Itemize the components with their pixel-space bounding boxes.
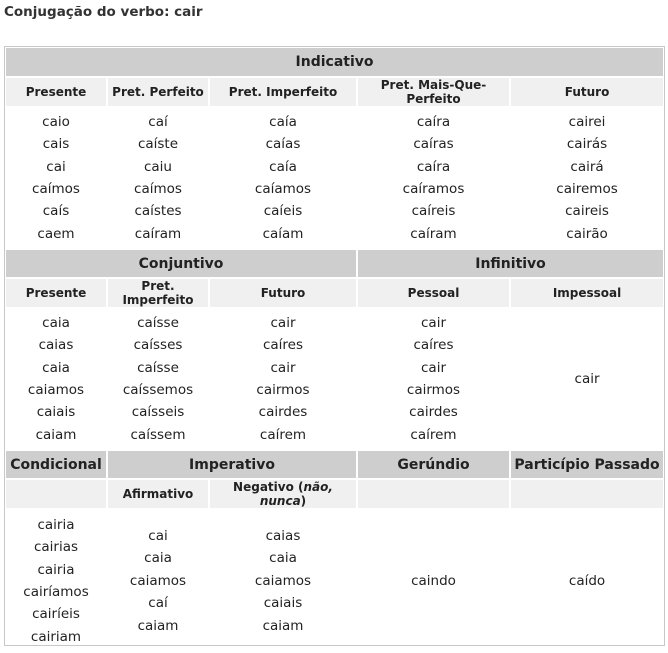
conjugated-form: caías: [265, 136, 301, 153]
header-participio-empty: [510, 479, 664, 509]
form-gerundio: caindo: [411, 572, 456, 589]
conjugated-form: caiam: [137, 617, 179, 634]
forms-indicativo-pret-perfeito: [107, 107, 209, 249]
conjugated-form: caímos: [32, 181, 80, 197]
conjugated-form: caia: [42, 314, 70, 331]
conjugated-form: cair: [421, 314, 446, 331]
conjugated-form: caíramos: [402, 181, 465, 197]
forms-infinitivo-pessoal: [357, 308, 510, 450]
conjugated-form: cairmos: [256, 382, 310, 398]
conjugated-form: caís: [42, 203, 70, 220]
forms-indicativo-mais-que-perfeito: [357, 107, 510, 249]
conjugated-form: cairiam: [30, 628, 82, 645]
conjugated-form: caíram: [134, 225, 182, 242]
conjugated-form: cairá: [570, 158, 604, 175]
forms-conjuntivo-presente: [5, 308, 107, 450]
header-indicativo-presente: Presente: [5, 77, 107, 107]
section-conjuntivo: Conjuntivo: [5, 249, 357, 278]
negativo-label-italic: não, nunca: [259, 480, 333, 508]
conjugated-form: caiamos: [129, 572, 187, 589]
forms-condicional: [5, 509, 107, 653]
conjugated-form: caísseis: [131, 404, 185, 421]
conjugated-form: cairias: [33, 539, 79, 556]
conjugated-form: cairão: [566, 225, 608, 242]
conjugated-form: caíam: [262, 225, 304, 242]
header-infinitivo-pessoal: Pessoal: [357, 278, 510, 308]
conjugated-form: caírem: [259, 426, 307, 443]
header-conjuntivo-presente: Presente: [5, 278, 107, 308]
conjugated-form: caio: [42, 113, 70, 130]
conjugated-form: caíram: [410, 225, 457, 242]
header-indicativo-pret-perfeito: Pret. Perfeito: [107, 77, 209, 107]
forms-imperativo-afirmativo: [107, 509, 209, 653]
conjugated-form: cairás: [566, 136, 608, 153]
header-indicativo-futuro: Futuro: [510, 77, 664, 107]
header-indicativo-pret-imperfeito: Pret. Imperfeito: [209, 77, 357, 107]
conjugated-form: caia: [42, 359, 70, 376]
conjugated-form: caia: [269, 550, 297, 567]
conjugated-form: caíra: [416, 158, 451, 175]
negativo-label-suffix: ): [300, 494, 307, 508]
conjugated-form: caias: [38, 337, 74, 354]
conjugated-form: caiamos: [254, 572, 312, 589]
conjugated-form: caí: [148, 113, 168, 130]
forms-indicativo-pret-imperfeito: [209, 107, 357, 249]
header-imperativo-afirmativo: Afirmativo: [107, 479, 209, 509]
conjugated-form: cairdes: [258, 404, 308, 421]
conjugated-form: caíssemos: [122, 382, 194, 398]
forms-indicativo-presente: [5, 107, 107, 249]
section-participio: Particípio Passado: [510, 450, 664, 479]
header-imperativo-negativo: [209, 479, 357, 509]
forms-conjuntivo-futuro: [209, 308, 357, 450]
conjugated-form: caíras: [413, 136, 454, 153]
conjugated-form: caíres: [262, 337, 304, 354]
conjugated-form: caiam: [262, 617, 304, 634]
header-gerundio-empty: [357, 479, 510, 509]
page-title: Conjugação do verbo: cair: [4, 4, 203, 20]
conjugated-form: caíssem: [130, 426, 186, 443]
conjugated-form: caíeis: [263, 203, 303, 220]
conjugated-form: caísses: [133, 337, 183, 354]
conjugated-form: caiais: [263, 595, 303, 612]
conjugated-form: caireis: [565, 203, 609, 220]
conjugated-form: caiam: [35, 426, 77, 443]
conjugated-form: cais: [42, 136, 70, 153]
conjugated-form: caíamos: [254, 181, 312, 197]
negativo-label-prefix: Negativo (: [233, 480, 304, 494]
conjugated-form: caíste: [137, 136, 179, 153]
conjugated-form: caía: [269, 158, 297, 175]
conjugated-form: cairíamos: [23, 584, 89, 600]
forms-conjuntivo-pret-imperfeito: [107, 308, 209, 450]
conjugated-form: cairia: [37, 561, 75, 578]
conjugated-form: caia: [144, 550, 172, 567]
section-infinitivo: Infinitivo: [357, 249, 664, 278]
section-condicional: Condicional: [5, 450, 107, 479]
conjugated-form: caíreis: [411, 203, 456, 220]
forms-infinitivo-impessoal: [510, 308, 664, 450]
header-condicional-empty: [5, 479, 107, 509]
section-imperativo: Imperativo: [107, 450, 357, 479]
conjugated-form: cairíeis: [32, 606, 80, 623]
conjugated-form: cairia: [37, 516, 75, 533]
header-conjuntivo-pret-imperfeito: Pret. Imperfeito: [107, 278, 209, 308]
conjugated-form: cai: [46, 158, 66, 175]
conjugated-form: caem: [37, 225, 75, 242]
conjugated-form: caíra: [416, 113, 451, 130]
conjugated-form: cairei: [568, 113, 606, 130]
conjugated-form: caiais: [36, 404, 76, 421]
conjugated-form: caímos: [134, 181, 182, 197]
header-indicativo-mais-que-perfeito: Pret. Mais-Que-Perfeito: [357, 77, 510, 107]
conjugated-form: cair: [421, 359, 446, 376]
conjugation-frame: [4, 46, 665, 646]
header-infinitivo-impessoal: Impessoal: [510, 278, 664, 308]
conjugated-form: cai: [148, 527, 168, 544]
forms-imperativo-negativo: [209, 509, 357, 653]
conjugated-form: caíres: [413, 337, 454, 354]
conjugated-form: cairdes: [409, 404, 458, 421]
forms-indicativo-futuro: [510, 107, 664, 249]
conjugated-form: cair: [270, 359, 296, 376]
conjugated-form: caístes: [134, 203, 182, 220]
conjugated-form: cair: [270, 314, 296, 331]
conjugated-form: caísse: [137, 314, 179, 331]
conjugated-form: cairmos: [406, 382, 461, 398]
conjugated-form: caía: [269, 113, 297, 130]
conjugated-form: caírem: [410, 426, 457, 443]
form-participio: caído: [568, 572, 606, 589]
section-indicativo: Indicativo: [5, 47, 664, 77]
conjugated-form: caiu: [143, 158, 172, 175]
conjugated-form: cair: [574, 370, 600, 387]
conjugated-form: cairemos: [556, 181, 618, 197]
conjugation-table: [5, 47, 664, 653]
conjugated-form: caiamos: [27, 382, 85, 398]
conjugated-form: caias: [265, 527, 301, 544]
section-gerundio: Gerúndio: [357, 450, 510, 479]
conjugated-form: caísse: [137, 359, 179, 376]
conjugated-form: caí: [148, 595, 168, 612]
header-conjuntivo-futuro: Futuro: [209, 278, 357, 308]
